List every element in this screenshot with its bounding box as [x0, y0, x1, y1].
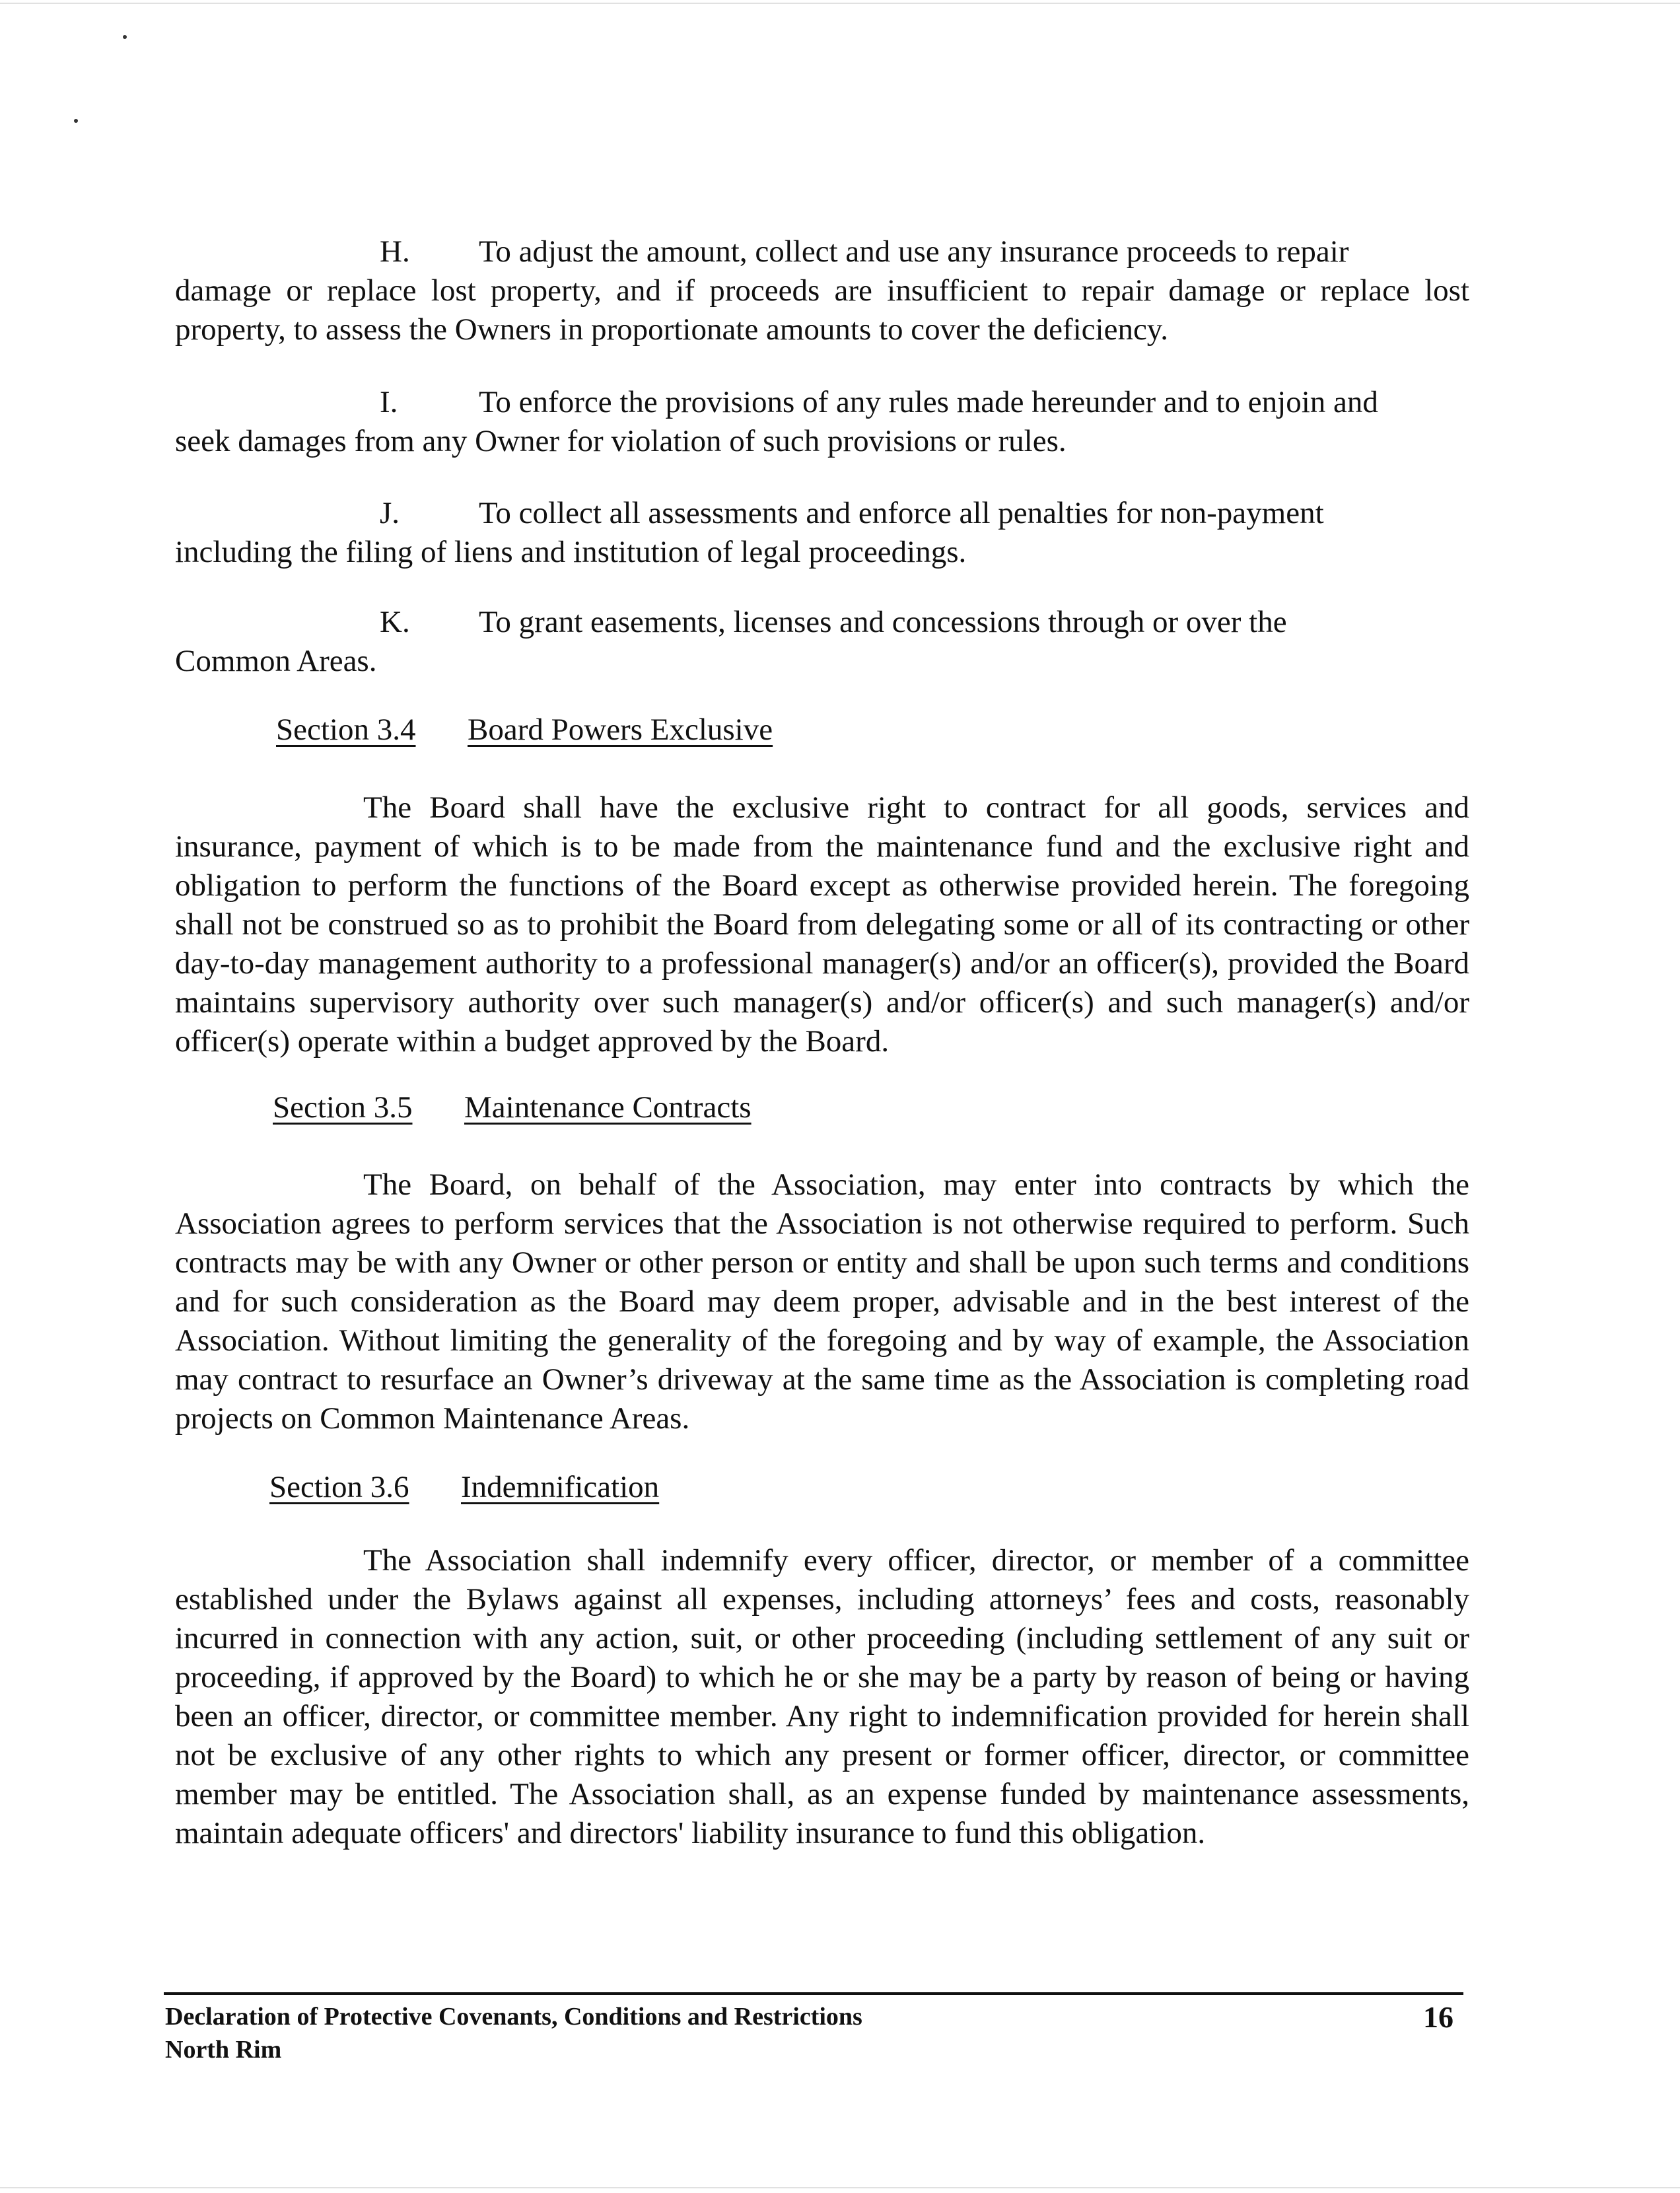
list-item-i: [175, 383, 1469, 461]
item-text-first-line: To enforce the provisions of any rules made hereunder and to enjoin and: [479, 385, 1378, 419]
item-letter: J.: [380, 496, 400, 530]
paragraph-text: The Board, on behalf of the Association, may enter into contracts by which the Association agrees to perform services that the Association is not otherwise required to perform. Such contracts may be with any Owner or other person or entity and shall be upon such terms and conditions and for such consideration as the Board may deem proper, advisable and in the best interest of the Association. Without limiting the generality of the foregoing and by way of example, the Association may contract to resurface an Owner’s driveway at the same time as the Association is completing road projects on Common Maintenance Areas.: [175, 1167, 1469, 1436]
section-heading-3-4: [276, 711, 773, 749]
list-item-j: [175, 494, 1469, 572]
item-letter: I.: [380, 385, 398, 419]
section-heading-3-5: [273, 1088, 752, 1127]
item-text-continuation: including the filing of liens and institution of legal proceedings.: [175, 535, 967, 569]
section-body-3-4: [175, 788, 1469, 1061]
section-number: Section 3.5: [273, 1090, 413, 1125]
item-text-continuation: Common Areas.: [175, 644, 377, 678]
item-letter: K.: [380, 605, 410, 639]
item-letter: H.: [380, 234, 410, 269]
paragraph-text: The Association shall indemnify every officer, director, or member of a committee established under the Bylaws against all expenses, including attorneys’ fees and costs, reasonably incurred in connection with any action, suit, or other proceeding (including settlement of any suit or proceeding, if approved by the Board) to which he or she may be a party by reason of being or having been an officer, director, or committee member. Any right to indemnification provided for herein shall not be exclusive of any other rights to which any present or former officer, director, or committee member may be entitled. The Association shall, as an expense funded by maintenance assessments, maintain adequate officers' and directors' liability insurance to fund this obligation.: [175, 1543, 1469, 1850]
item-text-first-line: To collect all assessments and enforce all penalties for non-payment: [479, 496, 1324, 530]
section-number: Section 3.6: [269, 1470, 409, 1504]
scan-edge-bottom: [0, 2187, 1680, 2188]
footer-divider: [164, 1992, 1463, 1995]
item-text-first-line: To grant easements, licenses and concessions through or over the: [479, 605, 1287, 639]
footer-document-title: Declaration of Protective Covenants, Conditions and Restrictions: [165, 2003, 862, 2031]
list-item-h: [175, 232, 1469, 349]
scan-edge-top: [0, 3, 1680, 4]
section-title: Board Powers Exclusive: [468, 713, 773, 747]
section-title: Maintenance Contracts: [464, 1090, 752, 1125]
item-text-continuation: damage or replace lost property, and if proceeds are insufficient to repair damage or replace lost property, to assess the Owners in proportionate amounts to cover the deficiency.: [175, 273, 1469, 347]
section-body-3-5: [175, 1166, 1469, 1438]
paragraph-text: The Board shall have the exclusive right to contract for all goods, services and insurance, payment of which is to be made from the maintenance fund and the exclusive right and obligation to perform the functions of the Board except as otherwise provided herein. The foregoing shall not be construed so as to prohibit the Board from delegating some or all of its contracting or other day-to-day management authority to a professional manager(s) and/or an officer(s), provided the Board maintains supervisory authority over such manager(s) and/or officer(s) and such manager(s) and/or officer(s) operate within a budget approved by the Board.: [175, 790, 1469, 1059]
list-item-k: [175, 603, 1469, 681]
section-body-3-6: [175, 1541, 1469, 1853]
section-heading-3-6: [269, 1468, 659, 1507]
item-text-first-line: To adjust the amount, collect and use any insurance proceeds to repair: [479, 234, 1349, 269]
item-text-continuation: seek damages from any Owner for violation of such provisions or rules.: [175, 424, 1067, 458]
footer-subtitle: North Rim: [165, 2036, 282, 2064]
scan-speck: [123, 35, 127, 39]
section-number: Section 3.4: [276, 713, 416, 747]
section-title: Indemnification: [461, 1470, 660, 1504]
scan-speck: [74, 119, 78, 123]
page-number: 16: [1423, 2000, 1453, 2034]
